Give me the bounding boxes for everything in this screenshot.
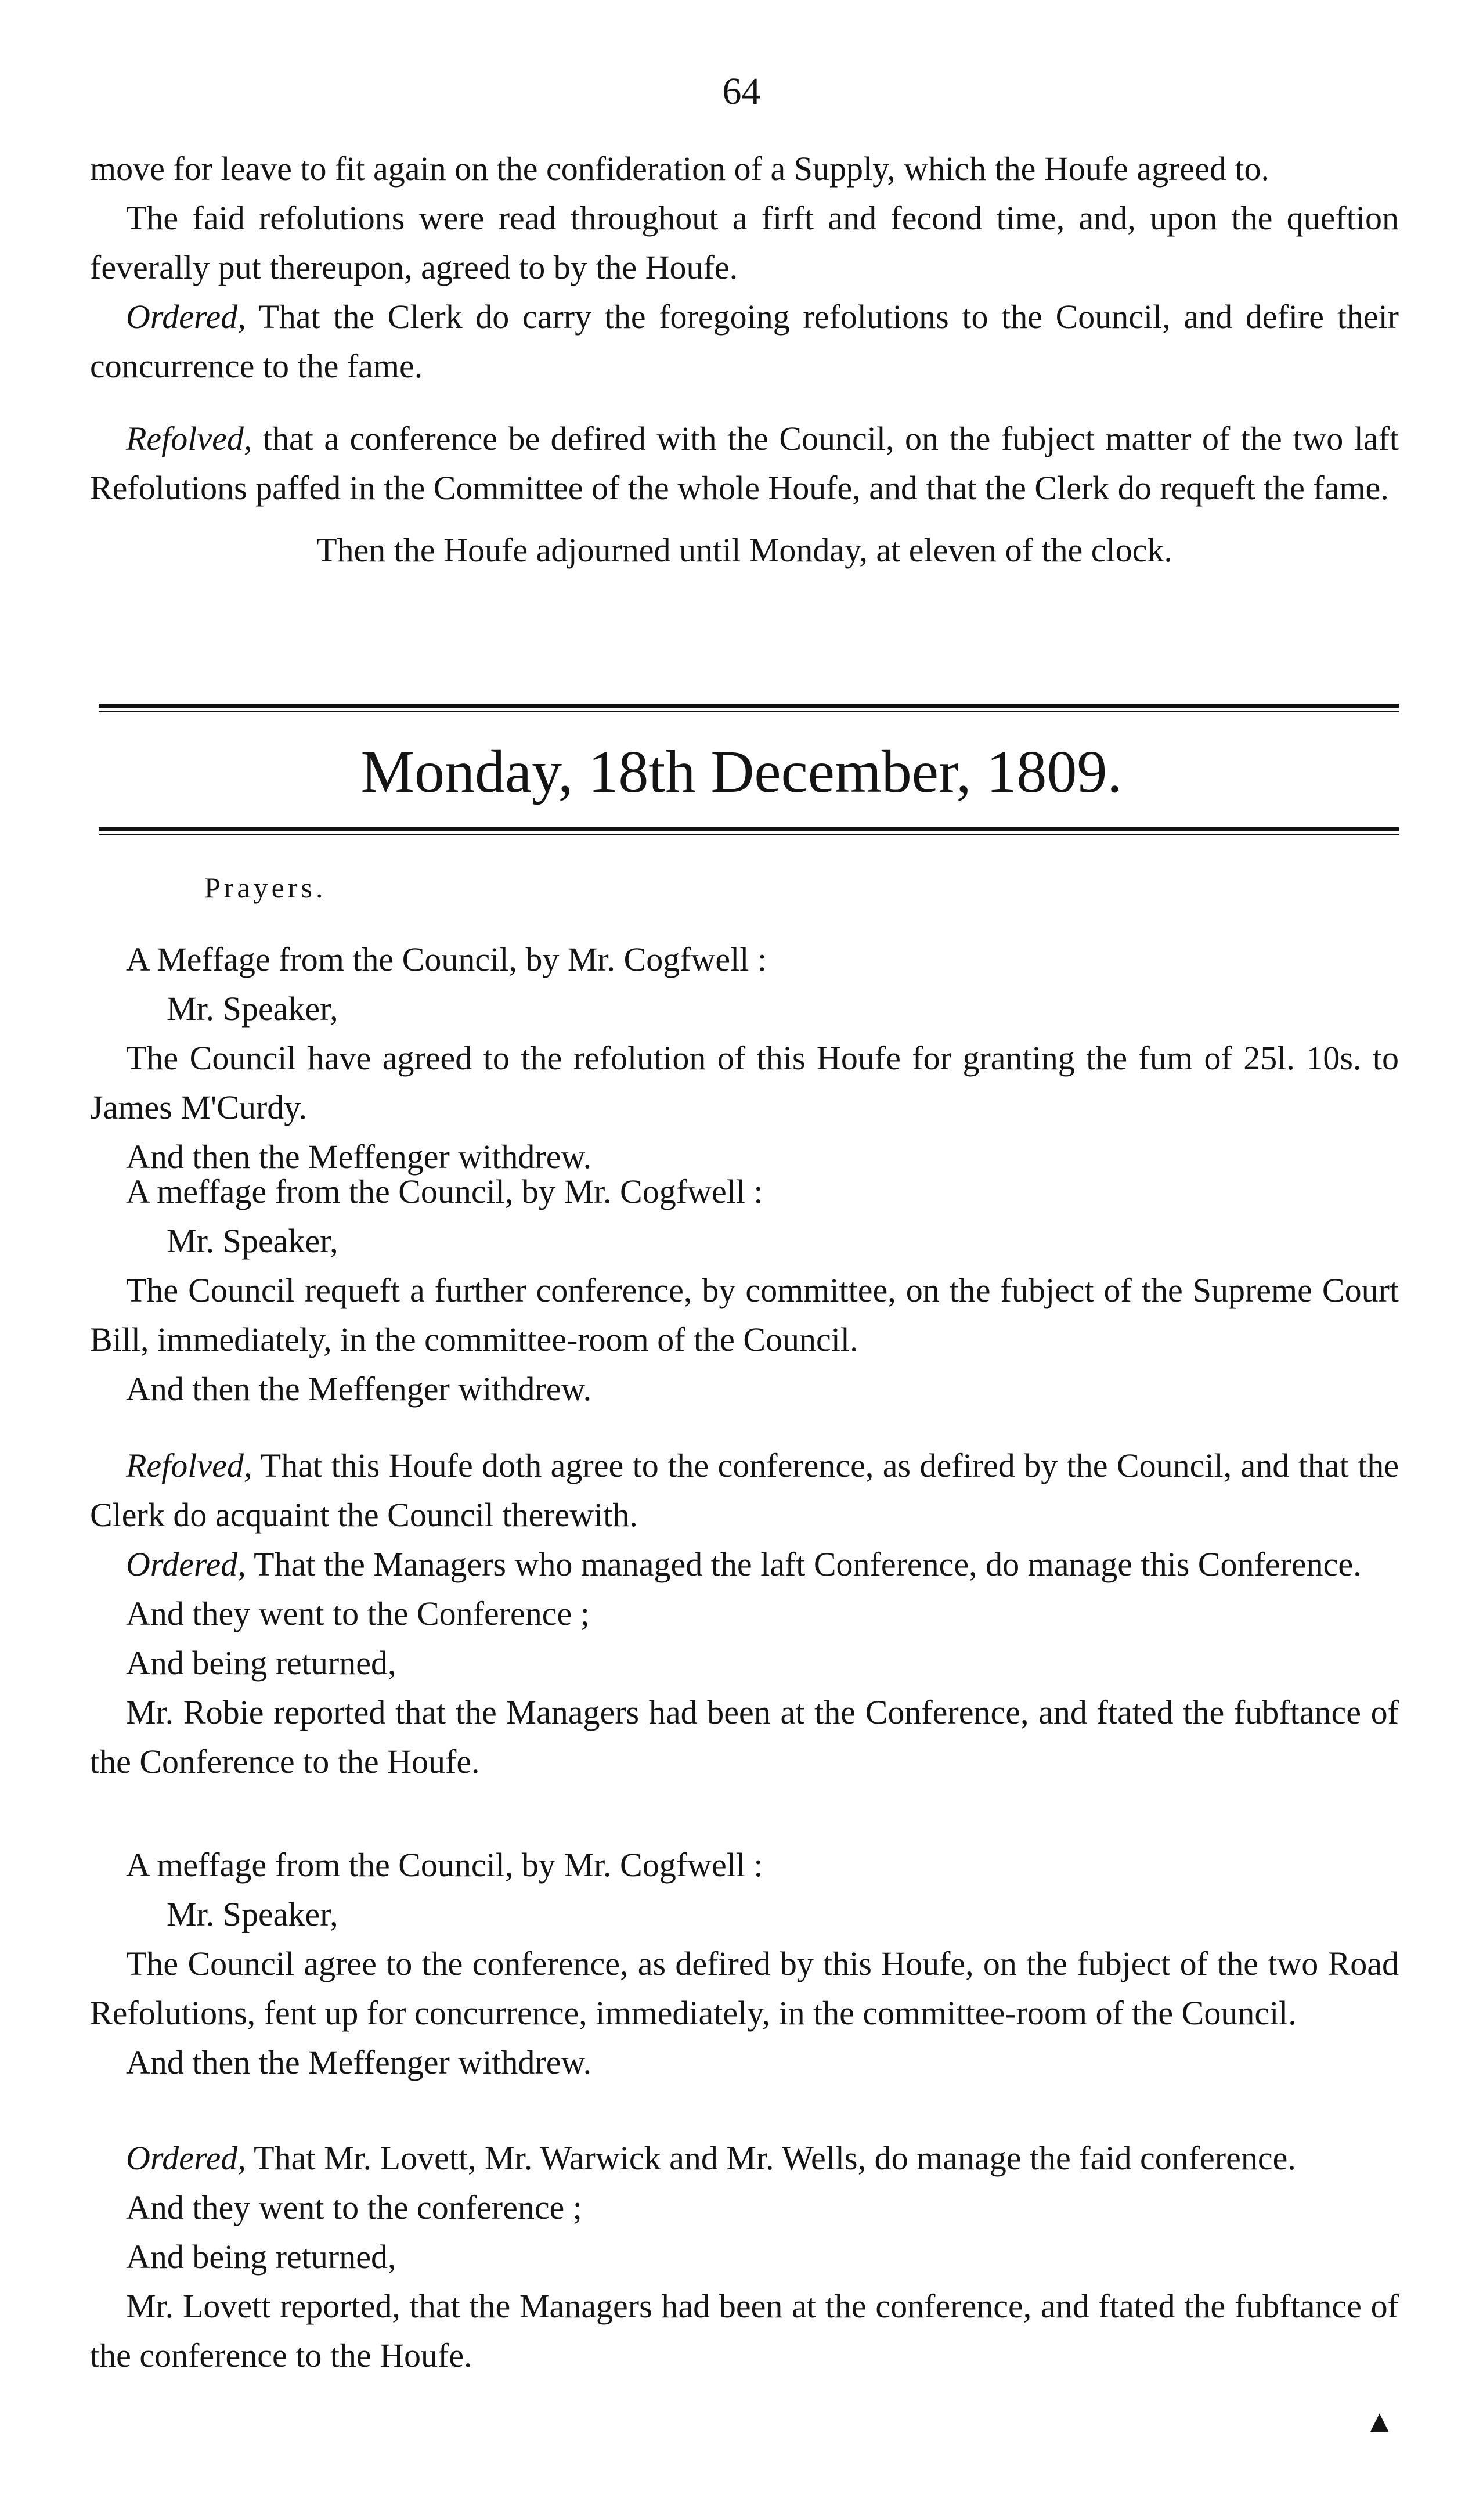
paragraph <box>90 1540 1399 1589</box>
section-divider-thin <box>99 711 1399 712</box>
page-number: 64 <box>722 70 761 113</box>
ordered-label: Ordered, <box>126 1545 246 1583</box>
paragraph <box>90 292 1399 391</box>
message-intro: A meffage from the Council, by Mr. Cogfwell : <box>126 1173 763 1210</box>
message-address: Mr. Speaker, <box>167 1895 338 1933</box>
message-intro: A Meffage from the Council, by Mr. Cogfwell : <box>126 940 767 978</box>
paragraph: Mr. Lovett reported, that the Managers had been at the conference, and ftated the fubftance of the conference to the Houfe. <box>90 2287 1399 2374</box>
section-divider <box>99 704 1399 708</box>
ordered-label: Ordered, <box>126 298 246 336</box>
section-divider <box>99 827 1399 831</box>
paragraph-text: That Mr. Lovett, Mr. Warwick and Mr. Wells, do manage the faid conference. <box>246 2139 1296 2177</box>
message-block <box>90 935 1399 1181</box>
message-block <box>90 1167 1399 1414</box>
ordered-label: Ordered, <box>126 2139 246 2177</box>
resolution-block <box>90 1441 1399 1786</box>
printer-mark-icon: ▲ <box>1364 2404 1395 2439</box>
resolution-block <box>90 2133 1399 2380</box>
message-address: Mr. Speaker, <box>167 1222 338 1260</box>
paragraph: move for leave to fit again on the confideration of a Supply, which the Houfe agreed to. <box>90 150 1270 188</box>
resolved-label: Refolved, <box>126 420 252 457</box>
prayers-heading: Prayers. <box>204 871 327 904</box>
paragraph: Mr. Robie reported that the Managers had been at the Conference, and ftated the fubftance of the Conference to the Houfe. <box>90 1693 1399 1780</box>
paragraph-text: That the Managers who managed the laft Conference, do manage this Conference. <box>246 1545 1362 1583</box>
message-withdrew: And then the Meffenger withdrew. <box>126 1370 592 1408</box>
message-withdrew: And then the Meffenger withdrew. <box>126 1138 592 1176</box>
paragraph: And being returned, <box>126 1644 396 1682</box>
paragraph: The faid refolutions were read throughout a firft and fecond time, and, upon the queftion feverally put thereupon, agreed to by the Houfe. <box>90 199 1399 286</box>
paragraph-text: That this Houfe doth agree to the conference, as defired by the Council, and that the Clerk do acquaint the Council therewith. <box>90 1447 1399 1534</box>
message-intro: A meffage from the Council, by Mr. Cogfwell : <box>126 1846 763 1884</box>
date-heading: Monday, 18th December, 1809. <box>360 738 1123 805</box>
paragraph-text: That the Clerk do carry the foregoing refolutions to the Council, and defire their concurrence to the fame. <box>90 298 1399 385</box>
paragraph: And being returned, <box>126 2238 396 2276</box>
paragraph: And they went to the conference ; <box>126 2189 582 2226</box>
paragraph <box>90 1441 1399 1540</box>
message-body: The Council requeft a further conference, by committee, on the fubject of the Supreme Court Bill, immediately, in the committee-room of the Council. <box>90 1271 1399 1358</box>
paragraph-text: that a conference be defired with the Council, on the fubject matter of the two laft Refolutions paffed in the Committee of the whole Houfe, and that the Clerk do requeft the fame. <box>90 420 1399 507</box>
message-withdrew: And then the Meffenger withdrew. <box>126 2043 592 2081</box>
message-body: The Council agree to the conference, as defired by this Houfe, on the fubject of the two Road Refolutions, fent up for concurrence, immediately, in the committee-room of the Council. <box>90 1945 1399 2032</box>
resolved-label: Refolved, <box>126 1447 252 1484</box>
section-divider-thin <box>99 834 1399 835</box>
paragraph <box>90 2133 1399 2183</box>
paragraph <box>90 414 1399 513</box>
adjournment-line: Then the Houfe adjourned until Monday, at eleven of the clock. <box>316 531 1172 569</box>
top-section <box>90 144 1399 575</box>
paragraph: And they went to the Conference ; <box>126 1595 590 1632</box>
message-block <box>90 1840 1399 2087</box>
message-address: Mr. Speaker, <box>167 990 338 1028</box>
message-body: The Council have agreed to the refolution of this Houfe for granting the fum of 25l. 10s. to James M'Curdy. <box>90 1039 1399 1126</box>
